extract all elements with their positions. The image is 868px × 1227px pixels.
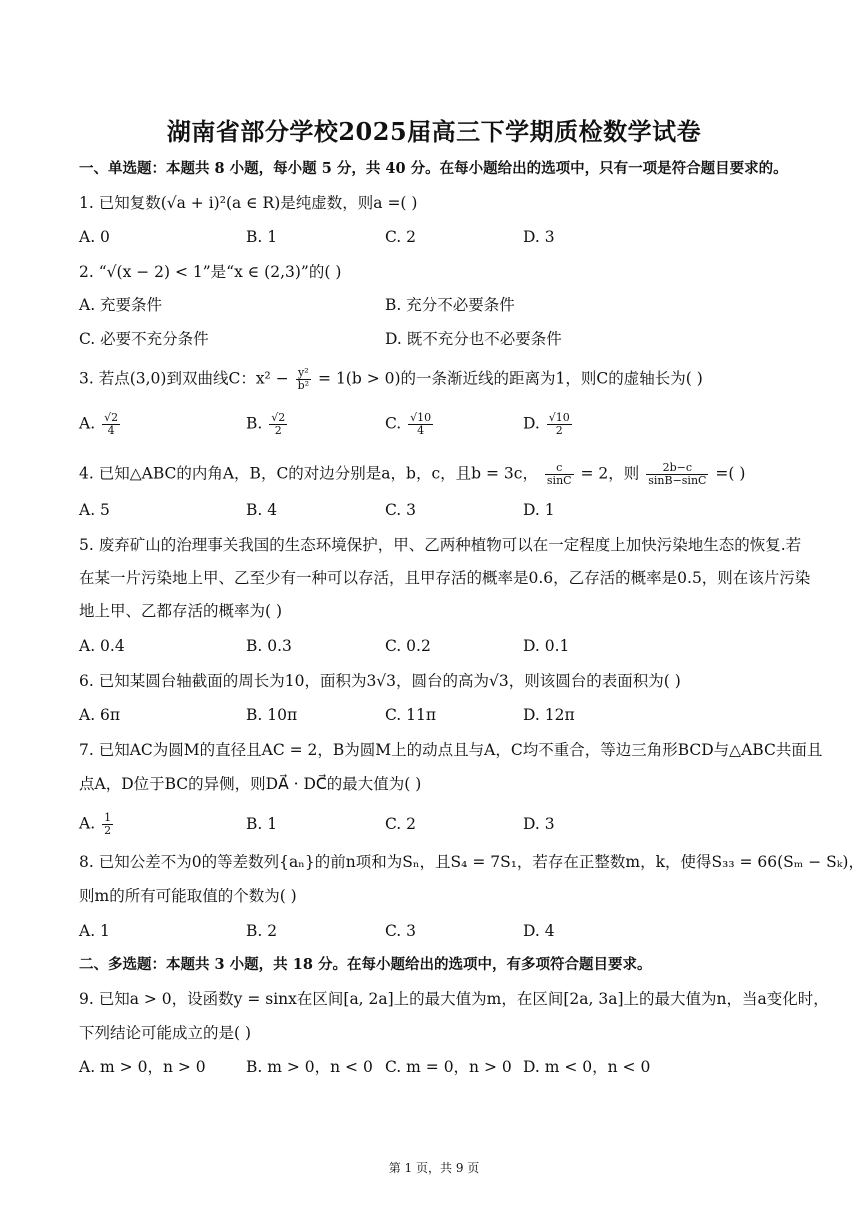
q2-option-b: B. 充分不必要条件 xyxy=(385,296,515,314)
q3-option-a xyxy=(79,412,122,437)
q3-stem-post: = 1(b > 0)的一条渐近线的距离为1，则C的虚轴长为( ) xyxy=(318,369,703,388)
q4-frac1-num: c xyxy=(545,462,574,475)
question-5-line-2: 在某一片污染地上甲、乙至少有一种可以存活，且甲存活的概率是0.6，乙存活的概率是0.5，则在该片污染 xyxy=(79,569,811,587)
q2-option-a: A. 充要条件 xyxy=(79,296,163,314)
q4-option-d: D. 1 xyxy=(523,501,555,519)
q4-frac1-den: sinC xyxy=(546,474,572,487)
q2-option-c: C. 必要不充分条件 xyxy=(79,330,209,348)
question-4-stem xyxy=(79,462,745,487)
question-5-line-3: 地上甲、乙都存活的概率为( ) xyxy=(79,602,283,620)
q5-option-b: B. 0.3 xyxy=(246,637,292,655)
q3-opt-c-label: C. xyxy=(385,414,402,433)
q3-opt-d-label: D. xyxy=(523,414,540,433)
q7-option-d: D. 3 xyxy=(523,815,555,833)
question-8-line-1: 8. 已知公差不为0的等差数列{aₙ}的前n项和为Sₙ，且S₄ = 7S₁，若存在正整数m，k，使得S₃₃ = 66(Sₘ − Sₖ)， xyxy=(79,853,864,871)
q3-option-b xyxy=(246,412,289,437)
q3-opt-a-num: √2 xyxy=(104,411,119,424)
q4-stem-mid: = 2，则 xyxy=(580,464,640,483)
q8-option-d: D. 4 xyxy=(523,922,555,940)
q9-option-c: C. m = 0，n > 0 xyxy=(385,1058,512,1076)
q5-option-d: D. 0.1 xyxy=(523,637,570,655)
q7-opt-a-num: 1 xyxy=(104,811,112,824)
q3-stem-pre: 3. 若点(3,0)到双曲线C：x² − xyxy=(79,369,289,388)
question-9-line-2: 下列结论可能成立的是( ) xyxy=(79,1024,252,1042)
q4-stem-pre: 4. 已知△ABC的内角A，B，C的对边分别是a，b，c，且b = 3c， xyxy=(79,464,538,483)
q3-opt-b-den: 2 xyxy=(274,424,282,437)
q9-option-a: A. m > 0，n > 0 xyxy=(79,1058,206,1076)
q3-opt-d-den: 2 xyxy=(555,424,563,437)
q8-option-c: C. 3 xyxy=(385,922,417,940)
q9-option-b: B. m > 0，n < 0 xyxy=(246,1058,373,1076)
q1-option-a: A. 0 xyxy=(79,228,110,246)
q3-fraction xyxy=(296,367,311,392)
exam-title: 湖南省部分学校2025届高三下学期质检数学试卷 xyxy=(166,117,702,146)
q4-stem-post: =( ) xyxy=(715,464,746,483)
q3-opt-c-den: 4 xyxy=(417,424,425,437)
q5-option-c: C. 0.2 xyxy=(385,637,431,655)
q3-frac-num: y² xyxy=(296,367,311,380)
q3-option-d xyxy=(523,412,574,437)
q4-option-b: B. 4 xyxy=(246,501,278,519)
q3-opt-b-label: B. xyxy=(246,414,263,433)
q6-option-b: B. 10π xyxy=(246,706,298,724)
q5-option-a: A. 0.4 xyxy=(79,637,125,655)
section-2-heading: 二、多选题：本题共 3 小题，共 18 分。在每小题给出的选项中，有多项符合题目要求。 xyxy=(79,956,652,973)
question-9-line-1: 9. 已知a > 0，设函数y = sinx在区间[a, 2a]上的最大值为m，在区间[2a, 3a]上的最大值为n，当a变化时， xyxy=(79,990,829,1008)
q8-option-a: A. 1 xyxy=(79,922,110,940)
q3-frac-den: b² xyxy=(297,379,310,392)
page-footer: 第 1 页，共 9 页 xyxy=(388,1161,480,1175)
q4-frac2-num: 2b−c xyxy=(646,462,708,475)
q7-opt-a-label: A. xyxy=(79,814,96,833)
q3-opt-a-den: 4 xyxy=(107,424,115,437)
question-6-stem: 6. 已知某圆台轴截面的周长为10，面积为3√3，圆台的高为√3，则该圆台的表面积为( ) xyxy=(79,672,681,690)
q3-option-c xyxy=(385,412,435,437)
q3-opt-a-label: A. xyxy=(79,414,96,433)
q3-opt-d-num: √10 xyxy=(548,411,570,424)
q2-option-d: D. 既不充分也不必要条件 xyxy=(385,330,562,348)
q7-opt-a-den: 2 xyxy=(104,824,112,837)
q4-option-a: A. 5 xyxy=(79,501,110,519)
q1-option-c: C. 2 xyxy=(385,228,417,246)
q4-option-c: C. 3 xyxy=(385,501,417,519)
question-1-stem: 1. 已知复数(√a + i)²(a ∈ R)是纯虚数，则a =( ) xyxy=(79,194,418,212)
question-7-line-2: 点A，D位于BC的异侧，则DA⃗ · DC⃗的最大值为( ) xyxy=(79,775,422,793)
question-5-line-1: 5. 废弃矿山的治理事关我国的生态环境保护，甲、乙两种植物可以在一定程度上加快污染地生态的恢复.若 xyxy=(79,536,802,554)
q6-option-c: C. 11π xyxy=(385,706,437,724)
q7-option-a xyxy=(79,812,115,837)
q9-option-d: D. m < 0，n < 0 xyxy=(523,1058,651,1076)
q3-opt-b-num: √2 xyxy=(271,411,286,424)
q6-option-a: A. 6π xyxy=(79,706,121,724)
q7-option-b: B. 1 xyxy=(246,815,278,833)
q1-option-b: B. 1 xyxy=(246,228,278,246)
question-2-stem: 2. “√(x − 2) < 1”是“x ∈ (2,3)”的( ) xyxy=(79,263,342,281)
q3-opt-c-num: √10 xyxy=(410,411,432,424)
q7-option-c: C. 2 xyxy=(385,815,417,833)
question-8-line-2: 则m的所有可能取值的个数为( ) xyxy=(79,887,297,905)
q1-option-d: D. 3 xyxy=(523,228,555,246)
question-7-line-1: 7. 已知AC为圆M的直径且AC = 2，B为圆M上的动点且与A，C均不重合，等边三角形BCD与△ABC共面且 xyxy=(79,741,823,759)
q4-frac2-den: sinB−sinC xyxy=(648,474,707,487)
section-1-heading: 一、单选题：本题共 8 小题，每小题 5 分，共 40 分。在每小题给出的选项中，只有一项是符合题目要求的。 xyxy=(79,160,788,177)
question-3-stem xyxy=(79,367,703,392)
q8-option-b: B. 2 xyxy=(246,922,278,940)
q6-option-d: D. 12π xyxy=(523,706,575,724)
